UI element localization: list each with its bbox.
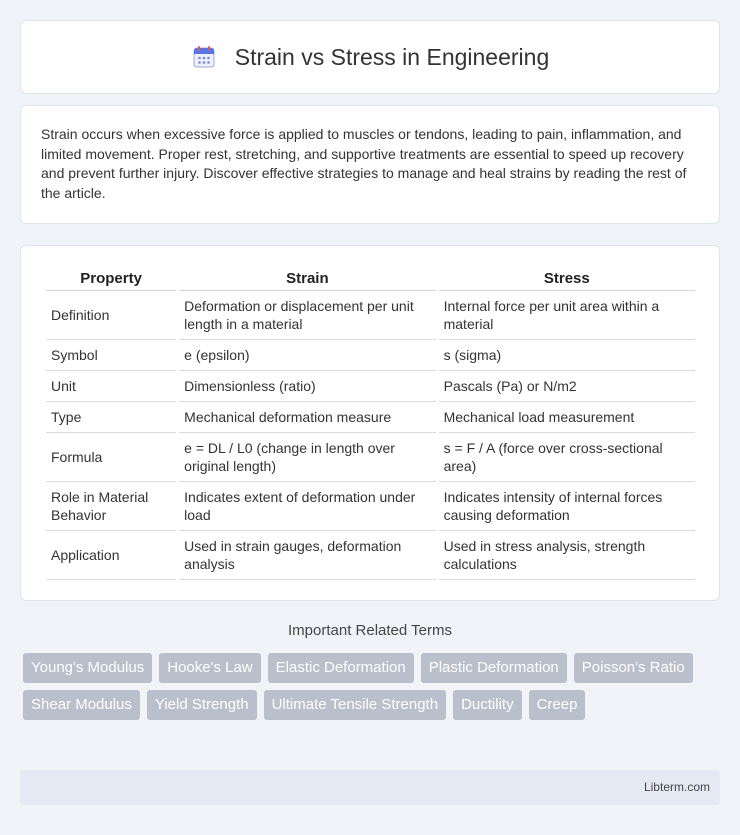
cell-stress: s = F / A (force over cross-sectional area): [439, 433, 695, 482]
related-terms-list: [23, 653, 723, 720]
table-row: [46, 402, 695, 433]
cell-strain: Deformation or displacement per unit length in a material: [179, 291, 435, 340]
cell-stress: Indicates intensity of internal forces causing deformation: [439, 482, 695, 531]
table-row: [46, 482, 695, 531]
tag-yield-strength[interactable]: Yield Strength: [147, 690, 257, 720]
cell-strain: Mechanical deformation measure: [179, 402, 435, 433]
cell-strain: Dimensionless (ratio): [179, 371, 435, 402]
cell-stress: s (sigma): [439, 340, 695, 371]
cell-stress: Mechanical load measurement: [439, 402, 695, 433]
cell-property: Type: [46, 402, 176, 433]
cell-property: Formula: [46, 433, 176, 482]
tag-creep[interactable]: Creep: [529, 690, 586, 720]
comparison-table: [43, 268, 698, 580]
header-card: [20, 20, 720, 94]
table-row: [46, 291, 695, 340]
footer: [20, 770, 720, 805]
tag-ductility[interactable]: Ductility: [453, 690, 522, 720]
table-row: [46, 371, 695, 402]
intro-card: [20, 105, 720, 224]
tag-poissons-ratio[interactable]: Poisson's Ratio: [574, 653, 693, 683]
cell-property: Application: [46, 531, 176, 580]
table-row: [46, 433, 695, 482]
cell-property: Symbol: [46, 340, 176, 371]
tag-plastic-deformation[interactable]: Plastic Deformation: [421, 653, 567, 683]
intro-text: Strain occurs when excessive force is applied to muscles or tendons, leading to pain, inflammation, and limited movement. Proper rest, stretching, and supportive treatments are essential to speed up recovery and prevent further injury. Discover effective strategies to manage and heal strains by reading the rest of the article.: [41, 126, 687, 201]
table-header-row: [46, 268, 695, 291]
table-card: [20, 245, 720, 601]
cell-property: Unit: [46, 371, 176, 402]
cell-stress: Pascals (Pa) or N/m2: [439, 371, 695, 402]
cell-stress: Used in stress analysis, strength calculations: [439, 531, 695, 580]
cell-property: Role in Material Behavior: [46, 482, 176, 531]
cell-property: Definition: [46, 291, 176, 340]
title-wrap: [191, 44, 550, 71]
table-row: [46, 531, 695, 580]
cell-strain: e = DL / L0 (change in length over original length): [179, 433, 435, 482]
tag-ultimate-tensile-strength[interactable]: Ultimate Tensile Strength: [264, 690, 446, 720]
cell-strain: Indicates extent of deformation under load: [179, 482, 435, 531]
tag-elastic-deformation[interactable]: Elastic Deformation: [268, 653, 414, 683]
page-title: Strain vs Stress in Engineering: [234, 43, 550, 70]
tag-shear-modulus[interactable]: Shear Modulus: [23, 690, 140, 720]
cell-strain: Used in strain gauges, deformation analysis: [179, 531, 435, 580]
header-stress: Stress: [439, 268, 695, 291]
table-row: [46, 340, 695, 371]
cell-stress: Internal force per unit area within a material: [439, 291, 695, 340]
footer-site-link[interactable]: Libterm.com: [643, 780, 710, 794]
related-terms-title: Important Related Terms: [288, 622, 452, 639]
header-strain: Strain: [179, 268, 435, 291]
header-property: Property: [46, 268, 176, 291]
calendar-icon: [191, 44, 217, 70]
cell-strain: e (epsilon): [179, 340, 435, 371]
tag-youngs-modulus[interactable]: Young's Modulus: [23, 653, 152, 683]
tag-hookes-law[interactable]: Hooke's Law: [159, 653, 260, 683]
